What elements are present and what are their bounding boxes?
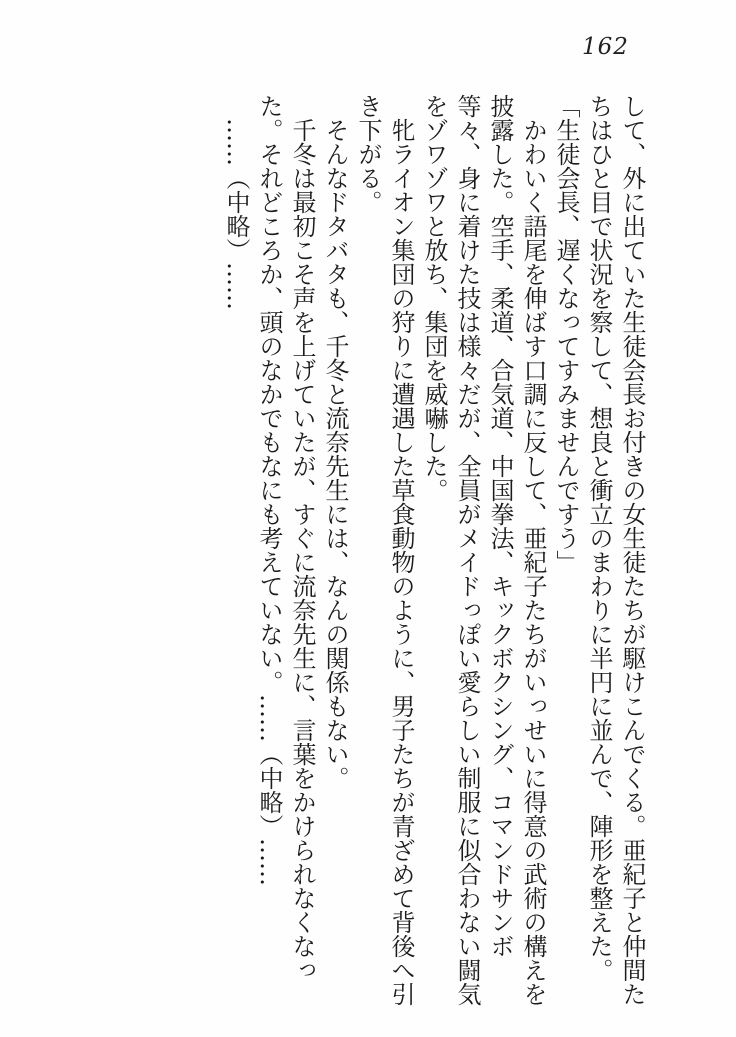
paragraph: ……（中略）…… <box>222 118 250 310</box>
dialogue-paragraph: 「生徒会長、遅くなってすみませんですう」 <box>552 94 580 574</box>
page-number: 162 <box>582 34 629 60</box>
vertical-text-block <box>219 94 648 1014</box>
paragraph: そんなドタバタも、千冬と流奈先生には、なんの関係もない。 <box>321 118 349 790</box>
paragraph: して、外に出ていた生徒会長お付きの女生徒たちが駆けこんでくる。亜紀子と仲間たちはひと目で状況を察して、想良と衝立のまわりに半円に並んで、陣形を整えた。 <box>585 94 646 1006</box>
paragraph: 牝ライオン集団の狩りに遭遇した草食動物のように、男子たちが青ざめて背後へ引き下がる。 <box>354 94 415 1006</box>
paragraph: 千冬は最初こそ声を上げていたが、すぐに流奈先生に、言葉をかけられなくなった。それどころか、頭のなかでもなにも考えていない。……（中略）…… <box>255 94 316 982</box>
paragraph: かわいく語尾を伸ばす口調に反して、亜紀子たちがいっせいに得意の武術の構えを披露した。空手、柔道、合気道、中国拳法、キックボクシング、コマンドサンボ等々、身に着けた技は様々だが、全員がメイドっぽい愛らしい制服に似合わない闘気をゾワゾワと放ち、集団を威嚇した。 <box>420 94 547 1006</box>
